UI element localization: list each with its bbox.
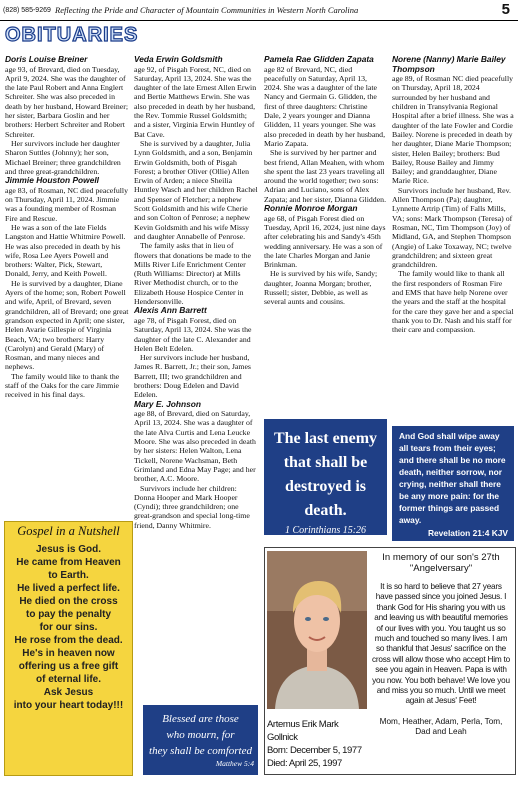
obituary-text: age 93, of Brevard, died on Tuesday, April 9, 2024. She was the daughter of the late Paul Robert and Anna Englert Schreiter. She was also preceded in death by her husband, Howard Breiner; her sister, Barbara Goslin and her brothers: Herbert Schreiter and Robert Schreiter. [5, 64, 128, 139]
nutshell-title: Gospel in a Nutshell [17, 524, 120, 538]
nutshell-line: Jesus is God. [35, 544, 102, 555]
obituary-text: age 68, of Pisgah Forest died on Tuesday, April 16, 2024, just nine days after celebrating his and Sandy's 45th wedding anniversary. He was a son of the late Charles Morgan and Janie Brinkman. [264, 213, 386, 270]
scripture-reference: Matthew 5:4 [215, 759, 254, 768]
memorial-body: It is so hard to believe that 27 years have passed since you joined Jesus. I thank God for His sharing you with us and leaving us with beautiful memories of our lives with you. You taught us so much and touched so many lives. I am so thankful that Jesus' sacrifice on the cross will allow those who accept Him to see you again in Heaven. Papa is with you now. You both behave! We love you and miss you so much. Until we meet again at Jesus' Feet! [371, 582, 511, 706]
page-number: 5 [501, 1, 510, 18]
obituary-text: age 92, of Pisgah Forest, NC, died on Saturday, April 13, 2024. She was the daughter of the late Ernest Allen Erwin and Bertie Matthews Erwin. She was also preceded in death by her husband, the Rev. Tommie Russel Goldsmith; and a sister, Virginia Erwin Huntley of Bat Cave. [134, 64, 257, 139]
scripture-box-blessed [143, 705, 258, 775]
scripture-line: that shall be [283, 454, 368, 471]
scripture-box-revelation [392, 426, 514, 541]
obituary-text: The family asks that in lieu of flowers that donations be made to the Mills River Life Enrichment Center (Ruth Williams: Director) at Mills River Methodist church, or to the Elizabeth House Hospice Center in Hendersonville. [134, 241, 251, 307]
memorial-caption [267, 718, 367, 770]
scripture-text: And God shall wipe away all tears from their eyes; and there shall be no more death, neither sorrow, nor crying, neither shall there be any more pain: for the former things are passed away. [399, 431, 506, 525]
obituary-text: Her survivors include her daughter Sharon Suttles (Johnny); her son, Michael Breiner; three grandchildren and three great-grandchildren. [5, 138, 121, 176]
obituary-text: The family would like to thank the staff of the Oaks for the care Jimmie received in his final days. [5, 371, 120, 400]
obituary-name: Veda Erwin Goldsmith [134, 54, 223, 64]
column-2 [134, 55, 258, 530]
obituary-text: Survivors include her children: Donna Hooper and Mark Hooper (Cyndi); three grandchildren; one great-grandson and special long-time friend, Danny Whitmire. [134, 483, 250, 530]
nutshell-line: He died on the cross [19, 596, 118, 607]
memorial-message [371, 552, 511, 738]
header-tagline: Reflecting the Pride and Character of Mountain Communities in Western North Carolina [55, 5, 359, 15]
obituary-text: He is survived by his wife, Sandy; daughter, Joanna Morgan; brother, Russell; sister, Debbie, as well as several aunts and cousins. [264, 269, 378, 307]
memorial-subheading: "Angelversary" [409, 563, 473, 574]
obituary-text: The family would like to thank all the first responders of Rosman Fire and EMS that have help Norene over the years and the staff at the hospital for the care they gave her and a special thank you to Dr. Nash and his staff for their care and compassion. [392, 269, 514, 335]
obituary-text: age 82 of Brevard, NC, died peacefully on Saturday, April 13, 2024. She was a daughter of the late Nancy and Germain G. Glidden, the first of three daughters: Christine Dale, 2 years younger and Dianna Glidden, 11 years younger. She was also preceded in death by her husband, Mario Zapata. [264, 64, 386, 148]
nutshell-line: Ask Jesus [43, 687, 94, 698]
obituary-name: Ronnie Monroe Morgan [264, 203, 358, 214]
obituary-name: Norene (Nanny) Marie Bailey Thompson [392, 54, 506, 74]
memorial-ad [264, 547, 516, 775]
scripture-line: they shall be comforted [149, 745, 252, 757]
scripture-line: Blessed are those [162, 713, 239, 725]
section-title: OBITUARIES [5, 24, 139, 46]
memorial-photo [267, 551, 367, 709]
nutshell-line: to pay the penalty [25, 609, 111, 620]
obituary-name: Alexis Ann Barrett [134, 305, 207, 316]
obituary-text: He was a son of the late Fields Langston and Hattie Whitmire Powell. He was also preceded in death by his wife, Rosa Lee Ayers Powell and brothers: Walter, Pick, Stewart, Donald, Jerry, and Keith Powell. [5, 222, 126, 279]
obituary-text: He is survived by a daughter, Diane Ayers of the home; son, Robert Powell and wife, April, of Brevard, seven grandchildren, all of Brevard; one great grandson expected in April; one sister, Helen Avarie Gillespie of Virginia Beach, VA; two brothers: Harry (Carolyn) and Gerald (Mary) of Rosman, and many nieces and nephews. [5, 278, 129, 372]
nutshell-line: of eternal life. [35, 674, 101, 685]
scripture-line: The last enemy [273, 430, 378, 447]
scripture-line: destroyed is death. [284, 478, 367, 519]
nutshell-line: offering us a free gift [18, 661, 119, 672]
phone-number: (828) 585-9269 [3, 7, 51, 14]
nutshell-line: He lived a perfect life. [17, 583, 120, 594]
gospel-nutshell-box [4, 521, 133, 776]
memorial-signature: Mom, Heather, Adam, Perla, Tom, [379, 716, 503, 726]
memorial-born: Born: December 5, 1977 [267, 745, 362, 756]
obituary-name: Mary E. Johnson [134, 398, 202, 409]
memorial-name: Artemus Erik Mark Gollnick [267, 719, 339, 743]
scripture-reference: 1 Corinthians 15:26 [284, 525, 367, 536]
nutshell-line: He's in heaven now [22, 648, 115, 659]
obituary-text: Her survivors include her husband, James R. Barrett, Jr.; their son, James Barrett, III; two grandchildren and brothers: Doug Edelen and David Edelen. [134, 353, 251, 400]
obituary-text: age 83, of Rosman, NC died peacefully on Thursday, April 11, 2024. Jimmie was a founding member of Rosman Fire and Rescue. [5, 185, 128, 223]
page-header [0, 0, 518, 21]
nutshell-body [5, 543, 132, 712]
obituary-text: She is survived by a daughter, Julia Lynn Goldsmith, and a son, Benjamin Erwin Goldsmith, both of Pisgah Forest; a brother Oliver (Ollie) Allen Erwin of Arden; a niece Sheilia Huntley Wasch and her children Rachel and Spenser of Fletcher; a nephew Scott Goldsmith and his wife Cherie and son Colton of Penrose; a nephew Kevin Goldsmith and his wife Missy and daughter Annabelle of Penrose. [134, 138, 258, 241]
memorial-signature: Dad and Leah [415, 727, 467, 737]
obituary-name: Doris Louise Breiner [5, 54, 88, 64]
scripture-box-enemy [264, 419, 387, 535]
obituary-text: age 89, of Rosman NC died peacefully on Thursday, April 18, 2024 surrounded by her husband and children in Transylvania Regional Hospital after a brief illness. She was a daughter of the late Fowler and Cordie Bailey. Norene is preceded in death by her daughter, Diane Marie Thompson; sister, Helen Bailey; brothers: Bud Bailey, Rouse Bailey and Jimmy Bailey; and granddaughter, Diane Marie Rice. [392, 74, 514, 186]
memorial-died: Died: April 25, 1997 [267, 758, 342, 769]
nutshell-line: He rose from the dead. [14, 635, 123, 646]
nutshell-line: for our sins. [39, 622, 98, 633]
obituary-text: She is survived by her partner and best friend, Allan Meahen, with whom she spent the last 23 years traveling all around the world together; two sons: Adrian and Luciano, sons of Alex Zapata; and her sister, Dianna Glidden. [264, 148, 387, 204]
nutshell-line: into your heart today!!! [13, 700, 124, 711]
scripture-reference: Revelation 21:4 KJV [427, 528, 508, 538]
column-4 [392, 55, 514, 335]
nutshell-line: He came from Heaven [16, 557, 121, 568]
portrait-image [267, 551, 367, 709]
obituary-name: Jimmie Houston Powell [5, 175, 100, 186]
memorial-heading: In memory of our son's 27th [382, 552, 500, 563]
column-1 [5, 55, 129, 400]
obituary-text: age 88, of Brevard, died on Saturday, April 13, 2024. She was a daughter of the late Alva Curtis and Lena Leucke Moore. She was also preceded in death by her sisters: Helen Walton, Lena Tickell, Norene Wachsman, Beth Grimland and Edna May Page; and her brother, A.C. Moore. [134, 409, 256, 484]
scripture-line: who mourn, for [166, 729, 235, 741]
obituary-text: Survivors include her husband, Rev. Allen Thompson (Pa); daughter, Lynnette Artrip (Tim) of Falls Mills, VA; sons: Mark Thompson (Teresa) of Rosman, NC, Tim Thompson (Joy) of Midland, GA, and Stephen Thompson (Angie) of Lake Toxaway, NC; twelve grandchildren; and sixteen great grandchildren. [392, 185, 513, 270]
nutshell-line: to Earth. [48, 570, 89, 581]
obituary-name: Pamela Rae Glidden Zapata [264, 54, 374, 64]
column-3 [264, 55, 386, 307]
obituary-text: age 78, of Pisgah Forest, died on Saturday, April 13, 2024. She was the daughter of the late C. Alexander and Helen Belt Edelen. [134, 315, 252, 353]
